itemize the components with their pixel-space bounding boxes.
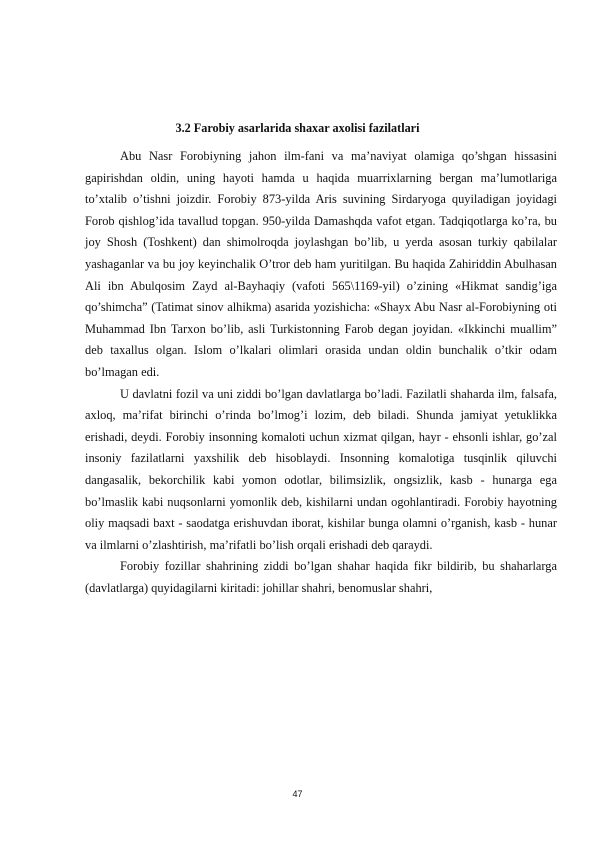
paragraph-3: Forobiy fozillar shahrining ziddi bo’lgan shahar haqida fikr bildirib, bu shaharlarga (davlatlarga) quyidagilarni kiritadi: johillar shahri, benomuslar shahri, xyxy=(85,559,557,595)
paragraph-1: Abu Nasr Forobiyning jahon ilm-fani va ma’naviyat olamiga qo’shgan hissasini gapirishdan oldin, uning hayoti hamda u haqida muarrixlarning bergan ma’lumotlariga to’xtalib o’tishni joizdir. Forobiy 873-yilda Aris suvining Sirdaryoga quyiladigan joyidagi Forob qishlog’ida tavallud topgan. 950-yilda Damashqda vafot etgan. Tadqiqotlarga ko’ra, bu joy Shosh (Toshkent) dan shimolroqda joylashgan bo’lib, u yerda asosan turkiy qabilalar yashaganlar va bu joy keyinchalik O’tror deb ham yuritilgan. Bu haqida Zahiriddin Abulhasan Ali ibn Abulqosim Zayd al-Bayhaqiy (vafoti 565\1169-yil) o’zining «Hikmat sandig’iga qo’shimcha” (Tatimat sinov alhikma) asarida yozishicha: «Shayx Abu Nasr al-Forobiyning oti Muhammad Ibn Tarxon bo’lib, asli Turkistonning Farob degan joyidan. «Ikkinchi muallim” deb taxallus olgan. Islom o’lkalari olimlari orasida undan oldin bunchalik o’tkir odam bo’lmagan edi. xyxy=(85,149,557,379)
body-text xyxy=(85,146,557,599)
page-number: 47 xyxy=(292,789,303,799)
paragraph-2: U davlatni fozil va uni ziddi bo’lgan davlatlarga bo’ladi. Fazilatli shaharda ilm, falsafa, axloq, ma’rifat birinchi o’rinda bo’lmog’i lozim, deb biladi. Shunda jamiyat yetuklikka erishadi, deydi. Forobiy insonning komaloti uchun xizmat qilgan, hayr - ehsonli ishlar, go’zal insoniy fazilatlarni yaxshilik deb hisoblaydi. Insonning komalotiga tusqinlik qiluvchi dangasalik, bekorchilik kabi yomon odotlar, bilimsizlik, ongsizlik, kasb - hunarga ega bo’lmaslik kabi nuqsonlarni yomonlik deb, kishilarni undan ogohlantiradi. Forobiy hayotning oliy maqsadi baxt - saodatga erishuvdan iborat, kishilar bunga olamni o’rganish, kasb - hunar va ilmlarni o’zlashtirish, ma’rifatli bo’lish orqali erishadi deb qaraydi. xyxy=(85,386,557,552)
section-heading: 3.2 Farobiy asarlarida shaxar axolisi fazilatlari xyxy=(175,121,420,135)
